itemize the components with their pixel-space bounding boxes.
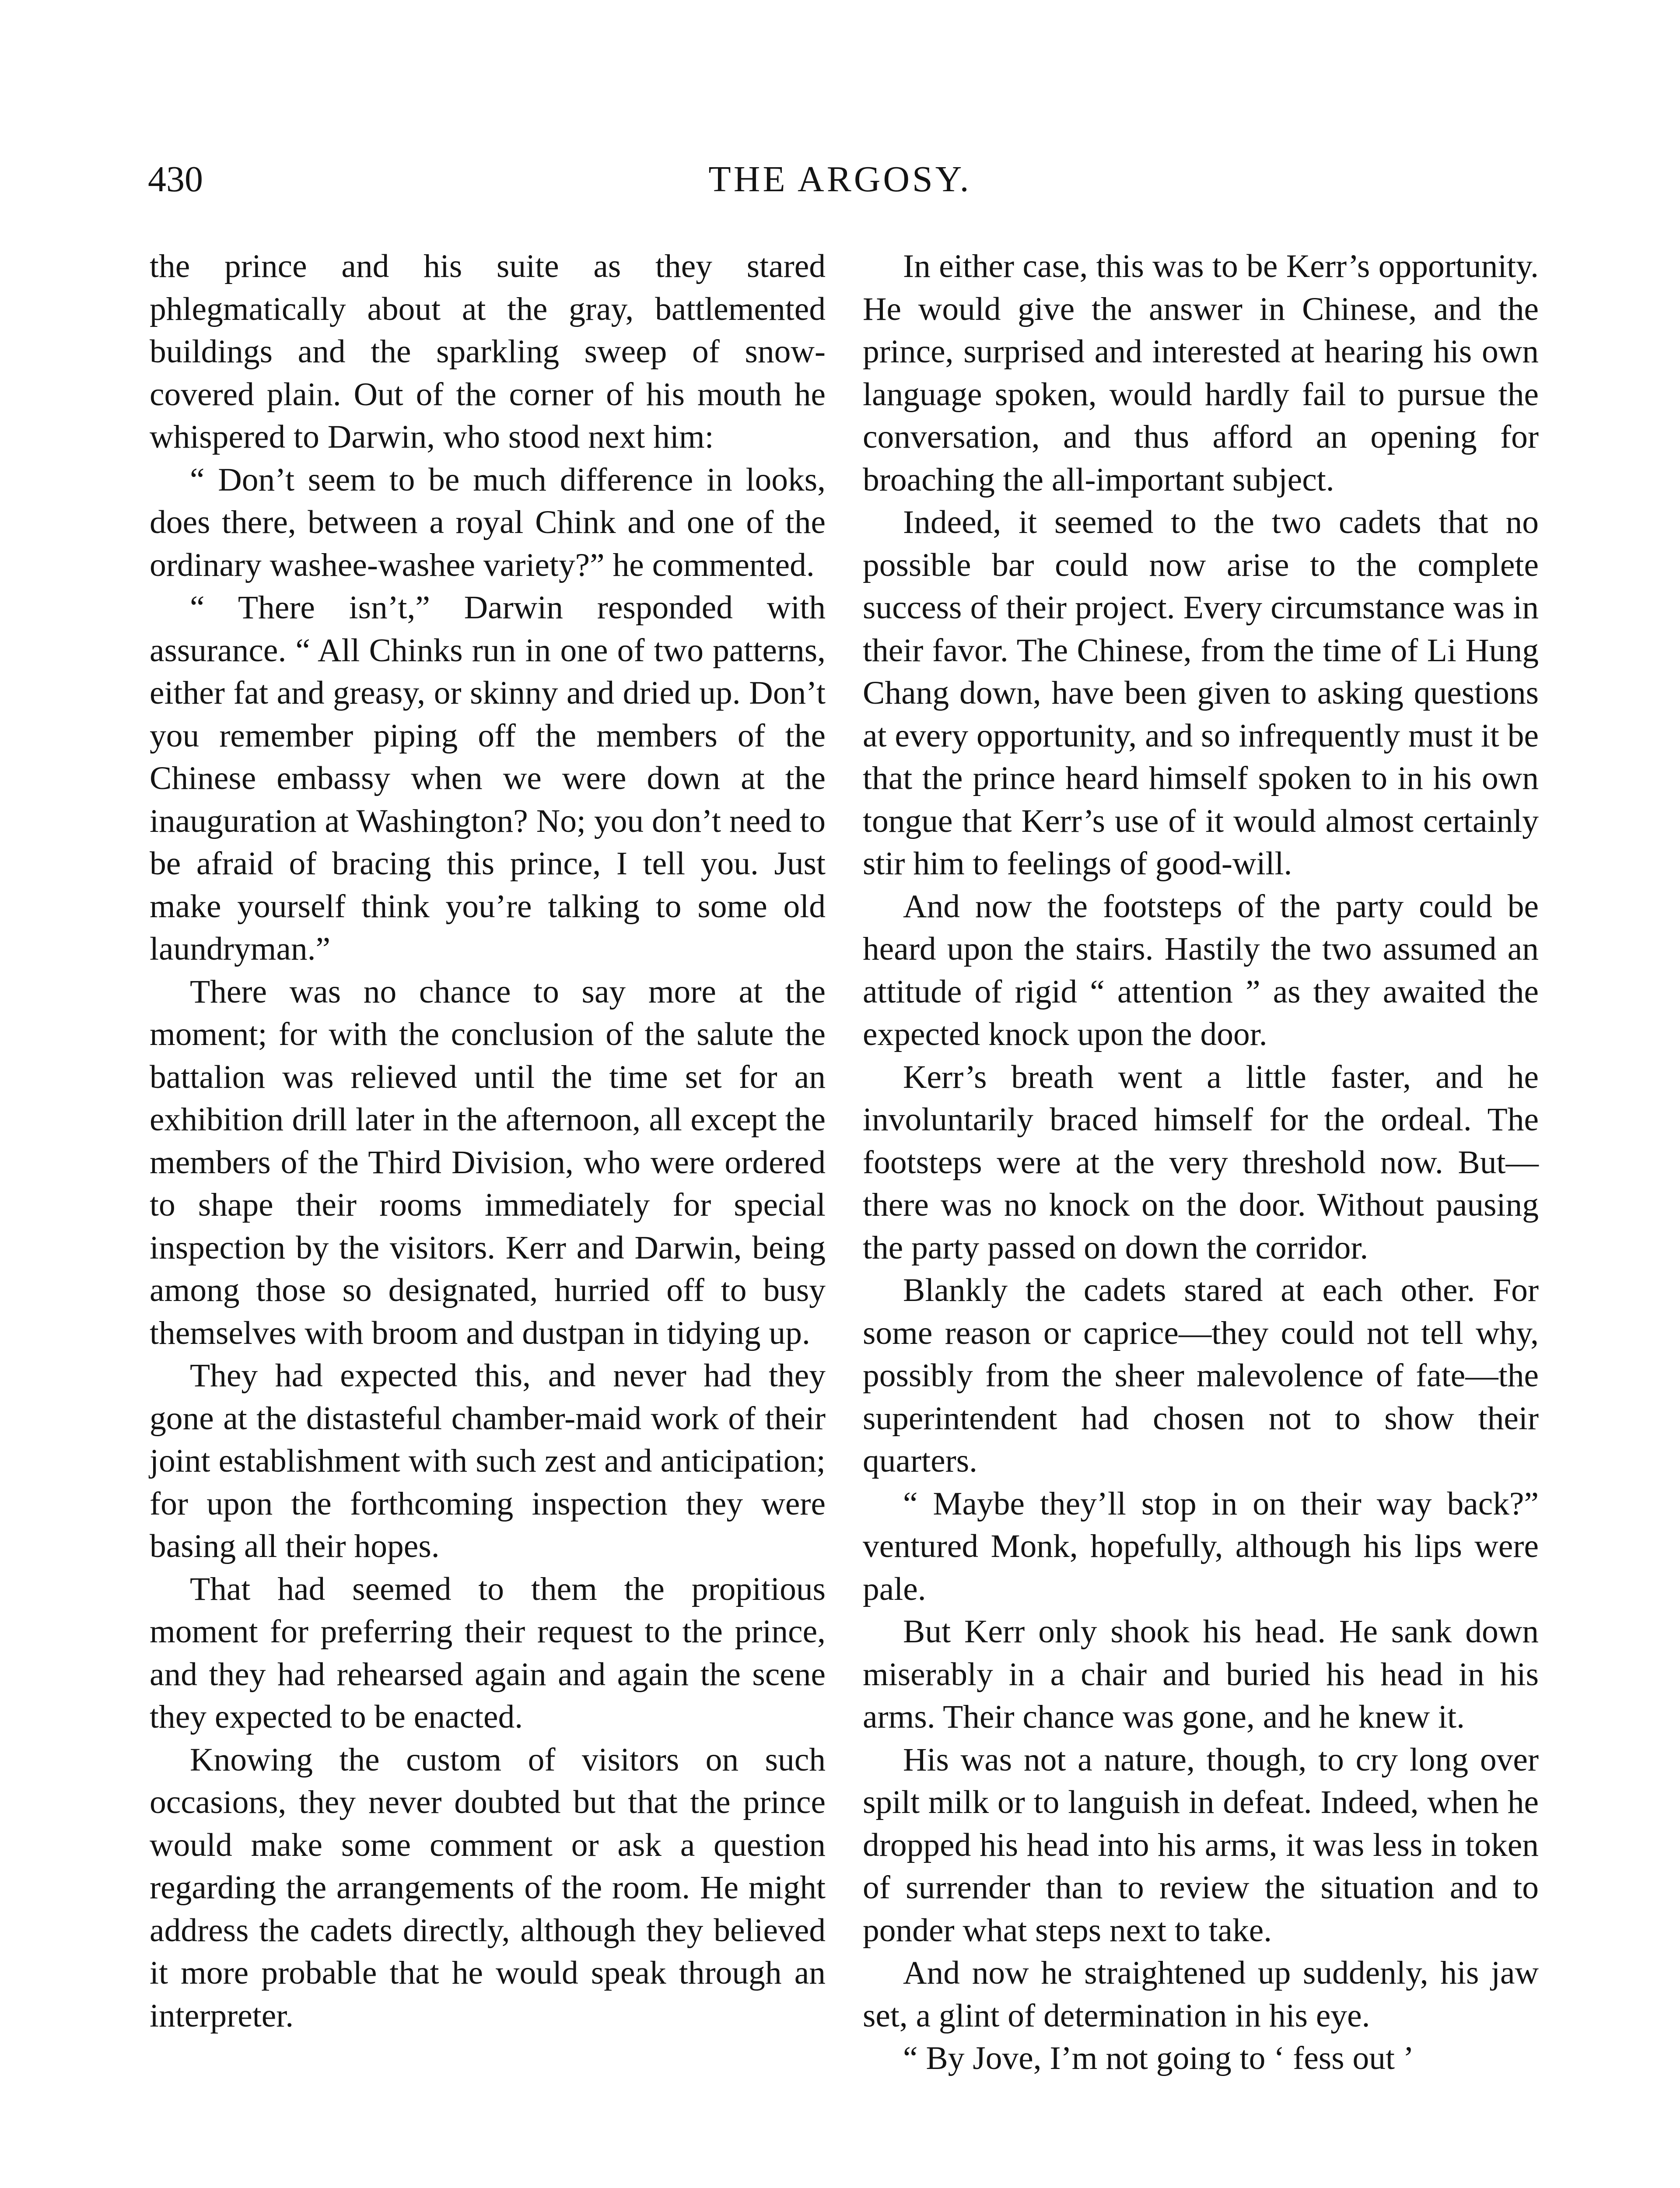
- paragraph: Knowing the custom of visitors on such occasions, they never doubted but that the prince would make some comment or ask a question regarding the arrangements of the room. He might address the cadets directly, although they believed it more probable that he would speak through an interpreter.: [150, 1741, 826, 2034]
- left-column: [150, 245, 826, 2037]
- page-number: 430: [148, 159, 203, 200]
- paragraph: “ Don’t seem to be much difference in looks, does there, between a royal Chink and one of the ordinary washee-washee variety?” he commented.: [150, 461, 826, 583]
- right-column: [863, 245, 1539, 2080]
- paragraph: But Kerr only shook his head. He sank down miserably in a chair and buried his head in his arms. Their chance was gone, and he knew it.: [863, 1613, 1539, 1735]
- paragraph: In either case, this was to be Kerr’s opportunity. He would give the answer in Chinese, and the prince, surprised and interested at hearing his own language spoken, would hardly fail to pursue the conversation, and thus afford an opening for broaching the all-important subject.: [863, 248, 1539, 498]
- paragraph: the prince and his suite as they stared phlegmatically about at the gray, battlemented buildings and the sparkling sweep of snow-covered plain. Out of the corner of his mouth he whispered to Darwin, who stood next him:: [150, 248, 826, 455]
- paragraph: And now he straightened up suddenly, his jaw set, a glint of determination in his eye.: [863, 1955, 1539, 2034]
- paragraph: Kerr’s breath went a little faster, and he involuntarily braced himself for the ordeal. The footsteps were at the very threshold now. But—there was no knock on the door. Without pausing the party passed on down the corridor.: [863, 1059, 1539, 1266]
- paragraph: “ Maybe they’ll stop in on their way back?” ventured Monk, hopefully, although his lips were pale.: [863, 1485, 1539, 1607]
- paragraph: And now the footsteps of the party could be heard upon the stairs. Hastily the two assumed an attitude of rigid “ attention ” as they awaited the expected knock upon the door.: [863, 888, 1539, 1052]
- paragraph: There was no chance to say more at the moment; for with the conclusion of the salute the battalion was relieved until the time set for an exhibition drill later in the afternoon, all except the members of the Third Division, who were ordered to shape their rooms immediately for special inspection by the visitors. Kerr and Darwin, being among those so designated, hurried off to busy themselves with broom and dustpan in tidying up.: [150, 973, 826, 1351]
- running-head: THE ARGOSY.: [708, 159, 972, 200]
- paragraph: Indeed, it seemed to the two cadets that no possible bar could now arise to the complete success of their project. Every circumstance was in their favor. The Chinese, from the time of Li Hung Chang down, have been given to asking questions at every opportunity, and so infrequently must it be that the prince heard himself spoken to in his own tongue that Kerr’s use of it would almost certainly stir him to feelings of good-will.: [863, 504, 1539, 882]
- paragraph: “ By Jove, I’m not going to ‘ fess out ’: [903, 2040, 1414, 2076]
- paragraph: That had seemed to them the propitious moment for preferring their request to the prince, and they had rehearsed again and again the scene they expected to be enacted.: [150, 1571, 826, 1735]
- paragraph: His was not a nature, though, to cry long over spilt milk or to languish in defeat. Indeed, when he dropped his head into his arms, it was less in token of surrender than to review the situation and to ponder what steps next to take.: [863, 1741, 1539, 1949]
- paragraph: Blankly the cadets stared at each other. For some reason or caprice—they could not tell why, possibly from the sheer malevolence of fate—the superintendent had chosen not to show their quarters.: [863, 1272, 1539, 1479]
- paragraph: They had expected this, and never had they gone at the distasteful chamber-maid work of their joint establishment with such zest and anticipation; for upon the forthcoming inspection they were basing all their hopes.: [150, 1357, 826, 1564]
- paragraph: “ There isn’t,” Darwin responded with assurance. “ All Chinks run in one of two patterns, either fat and greasy, or skinny and dried up. Don’t you remember piping off the members of the Chinese embassy when we were down at the inauguration at Washington? No; you don’t need to be afraid of bracing this prince, I tell you. Just make yourself think you’re talking to some old laundryman.”: [150, 589, 826, 967]
